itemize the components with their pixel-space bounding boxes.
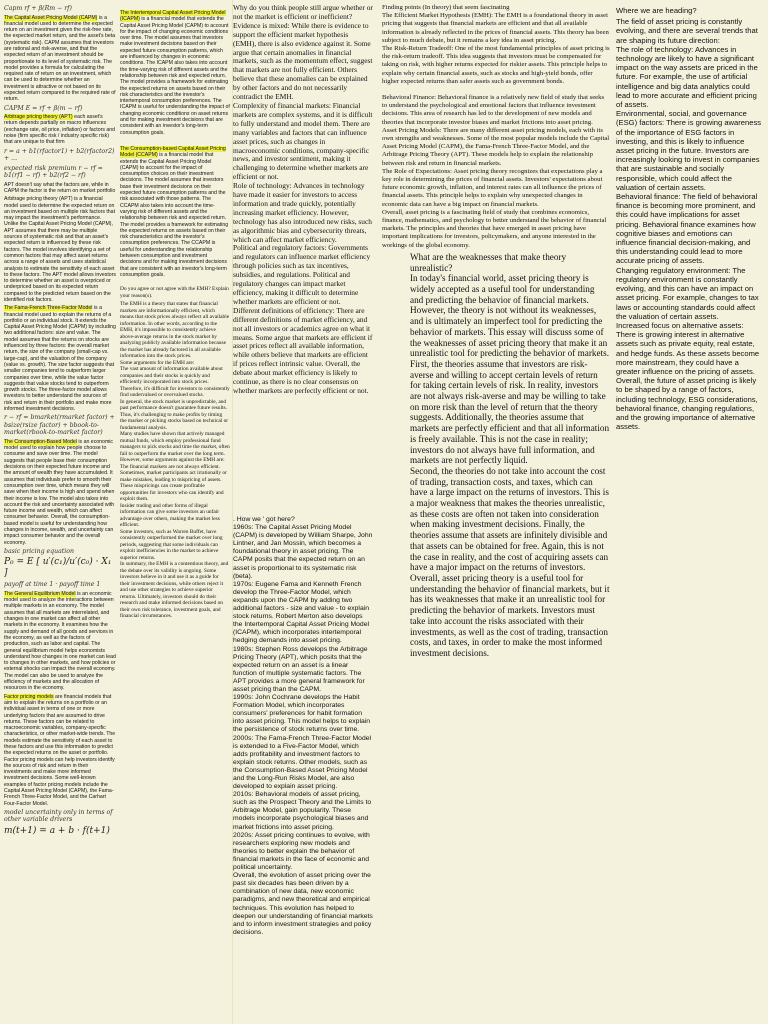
column-5 bbox=[616, 6, 764, 1018]
ccapm-title: The Consumption-based Capital Asset Pricing Model (CCAPM) bbox=[120, 145, 226, 159]
gem-paragraph bbox=[4, 591, 116, 692]
handwritten-note: Capm rf + β(Rm − rf) bbox=[4, 5, 72, 12]
weakness-section: What are the weaknesses that make theory unrealistic? In today's financial world, asset pricing theory is widely accepted as a useful tool for understanding and predicting the behavior of financial markets. However, the theory is not without its weaknesses, and is ultimately an imperfect tool for predicting the behavior of markets. This essay will discuss some of the weaknesses of asset pricing theory that make it an unrealistic tool for predicting the behavior of markets. First, the theories assume that investors are risk-averse and willing to accept certain levels of return for taking certain levels of risk. In reality, investors are not always risk-averse and may be willing to take on more risk than the level of return that the theory suggests. Additionally, the theories assume that markets are perfectly efficient and that all information is freely available. This is not the case in reality; investors do not always have full information, and markets are not perfectly liquid. Second, the theories do not take into account the cost of trading, transaction costs, and taxes, which can have a large impact on the returns of investors. This is a major weakness that makes the theories unrealistic, as these costs are often not taken into consideration when making investment decisions. Finally, the theories assume that assets are infinitely divisible and that assets can be obtained for free. Again, this is not the case in reality, and the cost of acquiring assets can have a major impact on the returns of investors. Overall, asset pricing theory is a useful tool for understanding the behavior of financial markets, but it has its weaknesses that make it an unrealistic tool for predicting the behavior of markets. Investors must take into account the risks associated with their investments, as well as the cost of trading, transaction costs, and taxes, in order to make the most informed investment decisions. bbox=[410, 251, 610, 658]
cbm-title: The Consumption-Based Model bbox=[4, 438, 77, 445]
future-heading: Where we are heading? bbox=[616, 6, 697, 15]
future-body: The field of asset pricing is constantly evolving, and there are several trends that are shaping its future direction: The role of technology: Advances in technology are likely to have a significant impact on the way assets are priced in the future. For example, the use of artificial intelligence and big data analytics could lead to more accurate and efficient pricing of assets. Environmental, social, and governance (ESG) factors: There is growing awareness of the importance of ESG factors in investing, and this is likely to influence asset pricing in the future. Investors are increasingly looking to invest in companies that are sustainable and socially responsible, which could affect the valuation of certain assets. Behavioral finance: The field of behavioral finance is becoming more prominent, and this could have implications for asset pricing. Behavioral finance examines how cognitive biases and emotions can influence financial decision-making, and this understanding could lead to more accurate pricing of assets. Changing regulatory environment: The regulatory environment is constantly evolving, and this can have an impact on asset pricing. For example, changes to tax laws or accounting standards could affect the valuation of certain assets. Increased focus on alternative assets: There is growing interest in alternative assets such as private equity, real estate, and hedge funds. As these assets become more mainstream, they could have a greater influence on the pricing of assets. Overall, the future of asset pricing is likely to be shaped by a range of factors, including technology, ESG considerations, behavioral finance, changing regulations, and the growing importance of alternative assets. bbox=[616, 17, 762, 432]
apt-paragraph bbox=[4, 114, 116, 145]
apt-title: Arbitrage pricing theory (APT) bbox=[4, 114, 73, 121]
handwritten-note: model uncertainty only in terms of other variable drivers bbox=[4, 808, 113, 824]
apt-detail: Arbitrage pricing theory (APT) is a financial model used to determine the expected return on an investment based on multiple risk factors that may impact the investment's performance. Unlike the Capital Asset Pricing Model (CAPM), APT assumes that there may be multiple sources of systematic risk and that an asset's expected return is influenced by these risk factors. The model involves identifying a set of common factors that may affect asset returns across a range of assets and uses statistical analysis to estimate the sensitivity of each asset to these factors. The APT model allows investors to determine whether an asset is overpriced or underpriced based on its expected return compared to the predicted return based on the identified risk factors. bbox=[4, 196, 116, 303]
capm-title: The Capital Asset Pricing Model (CAPM) bbox=[4, 14, 98, 21]
gem-body: is an economic model used to analyze the interactions between multiple markets in an economy. The model assumes that all markets are interrelated, and changes in one market can affect all other markets in the economy. It examines how the supply and demand of all goods and services in the economy, as well as the factors of production, such as labor and capital. The general equilibrium model helps economists understand how changes in one market can lead to changes in other markets, and how policies or external shocks can impact the overall economy. The model can also be used to analyze the efficiency of markets and the allocation of resources in the economy. bbox=[4, 590, 116, 692]
cbm-paragraph bbox=[4, 439, 116, 546]
emh-answer: The EMH is a theory that states that financial markets are informationally efficient, which means that stock prices always reflect all available information. In other words, according to the EMH, it's impossible to consistently achieve above-average returns in the stock market by analyzing publicly available information because the market has already factored in all available information into the stock prices. Some arguments for the EMH are: The vast amount of information available about companies and their stocks is quickly and efficiently incorporated into stock prices. Therefore, it's difficult for investors to consistently find undervalued or overvalued stocks. In general, the stock market is unpredictable, and past performance doesn't guarantee future results. Thus, it's challenging to make profits by timing the market or picking stocks based on technical or fundamental analysis. Many studies have shown that actively managed mutual funds, which employ professional fund managers to pick stocks and time the market, often fail to outperform the market over the long term. However, some arguments against the EMH are: The financial markets are not always efficient. Sometimes, market participants act irrationally or make mistakes, leading to mispricing of assets. These mispricings can create profitable opportunities for investors who can identify and exploit them. Insider trading and other forms of illegal information can give some investors an unfair advantage over others, making the market less efficient. Some investors, such as Warren Buffet, have consistently outperformed the market over long periods, suggesting that some individuals can exploit inefficiencies in the market to achieve superior returns. In summary, the EMH is a contentious theory, and the debate over its validity is ongoing. Some investors believe in it and use it as a guide for their investment decisions, while others reject it and use other strategies to achieve superior returns. Ultimately, investors should do their research and make informed decisions based on their own risk tolerance, investment goals, and financial circumstances. bbox=[120, 301, 230, 620]
ff-title: The Fama-French Three-Factor Model bbox=[4, 305, 93, 312]
iccapm-paragraph bbox=[120, 10, 230, 136]
handwritten-note: basic pricing equation bbox=[4, 547, 74, 555]
fpm-title: Factor pricing models bbox=[4, 693, 54, 700]
iccapm-title: The Intertemporal Capital Asset Pricing Model (ICAPM) bbox=[120, 10, 226, 23]
handwritten-note: r − rf = bmarket(rmarket factor) + bsize(rsize factor) + bbook-to-market(rbook-to-market factor) bbox=[4, 414, 115, 437]
apt-note: APT doesn't say what the factors are, while in CAPM the factor is the return on market portfolio bbox=[4, 181, 116, 194]
cbm-body: is an economic model used to explain how people choose to consume and save over time. The model suggests that people base their consumption decisions on their expected future income and the amount of wealth they have accumulated. It assumes that individuals prefer to smooth their consumption over time, which means they will save when their income is high and spend when their income is low. The model also takes into account the risk and uncertainty associated with future income and wealth, which can affect consumer behavior. Overall, the consumption-based model is useful for understanding how changes in income, wealth, and uncertainty can impact consumer behavior and the overall economy. bbox=[4, 438, 115, 546]
behavioral-section: Behavioral Finance: Behavioral finance is a relatively new field of study that seeks to understand the psychological and emotional factors that influence investment decisions. This area of research has led to the development of new models and theories that incorporate investor biases and market frictions into asset pricing. Asset Pricing Models: There are many different asset pricing models, each with its own strengths and weaknesses. Some of the most popular models include the Capital Asset Pricing Model (CAPM), the Fama-French Three-Factor Model, and the Arbitrage Pricing Theory (APT). These models help to explain the relationship between risk and return in financial markets. The Role of Expectations: Asset pricing theory recognizes that expectations play a key role in determining the prices of financial assets. Investors' expectations about future economic growth, inflation, and interest rates can all influence the prices of financial assets. This principle helps to explain why unexpected changes in economic data can have a big impact on financial markets. Overall, asset pricing is a fascinating field of study that combines economics, finance, mathematics, and psychology to better understand the behavior of financial markets. The principles and theories that have emerged in asset pricing have important implications for investors, policymakers, and anyone interested in the workings of the global economy. bbox=[382, 94, 610, 249]
ccapm-paragraph bbox=[120, 146, 230, 278]
column-3 bbox=[233, 4, 373, 1020]
gem-title: The General Equilibrium Model bbox=[4, 590, 76, 597]
column-4 bbox=[382, 4, 610, 1020]
capm-paragraph bbox=[4, 15, 116, 103]
column-1 bbox=[4, 4, 116, 1020]
column-2 bbox=[120, 10, 230, 1010]
findings-section: Finding points (In theory) that seem fascinating The Efficient Market Hypothesis (EMH): The EMH is a foundational theory in asset pricing that suggests that financial markets are efficient and that all available information is already reflected in the prices of financial assets. This theory has been subject to much debate, but it remains a key idea in asset pricing. The Risk-Return Tradeoff: One of the most fundamental principles of asset pricing is the risk-return tradeoff. This idea suggests that investors must be compensated for taking on risk, with higher returns expected for riskier assets. This principle helps to explain why certain financial assets, such as stocks and high-yield bonds, offer higher expected returns than safer assets such as government bonds. bbox=[382, 4, 610, 85]
apt-body: each asset's return depends partially on macro influences (exchange rate, oil price, inflation) or factors and noise (firm specific risk / industry specific risk) that are unique to that firm bbox=[4, 114, 116, 146]
handwritten-note: expected risk premium r − rf = b1(rf1 − rf) + b2(rf2 − rf) bbox=[4, 164, 103, 180]
ccapm-body: is a financial model that extends the Capital Asset Pricing Model (CAPM) to account for the impact of consumption choices on their investment decisions. The model assumes that investors base their investment decisions on their expected future consumption patterns and the risk associated with those patterns. The CCAPM also takes into account the time-varying risk of different assets and the relationship between risk and expected return. The model provides a framework for estimating the expected returns on assets based on their risk characteristics and the investor's consumption preferences. The CCAPM is useful for understanding the relationship between consumption and investment decisions and for making investment decisions that are consistent with an investor's long-term consumption goals. bbox=[120, 152, 229, 278]
efficiency-debate: Why do you think people still argue whether or not the market is efficient or inefficient? Evidence is mixed: While there is evidence to support the efficient market hypothesis (EMH), there is also evidence against it. Some argue that certain anomalies in financial markets, such as the momentum effect, suggest that markets are not fully efficient. Others believe that these anomalies can be explained by other factors and do not necessarily contradict the EMH. Complexity of financial markets: Financial markets are complex systems, and it is difficult to fully understand and model them. There are many variables and factors that can influence asset prices, such as changes in macroeconomic conditions, company-specific news, and investor sentiment, making it challenging to determine whether markets are efficient or not. Role of technology: Advances in technology have made it easier for investors to access information and trade quickly, potentially increasing market efficiency. However, technology has also introduced new risks, such as algorithmic bias and cybersecurity threats, which can affect market efficiency. Political and regulatory factors: Governments and regulators can influence market efficiency through policies such as tax incentives, subsidies, and regulations. Political and regulatory changes can impact market efficiency, making it difficult to determine whether markets are efficient or not. Different definitions of efficiency: There are different definitions of market efficiency, and not all investors or academics agree on what it means. Some argue that markets are efficient if asset prices reflect all available information, while others believe that markets are efficient if prices reflect intrinsic value. Overall, the debate about market efficiency is likely to continue, as there is no clear consensus on whether markets are perfectly efficient or not. bbox=[233, 4, 373, 395]
handwritten-note: CAPM E = rf + β(m − rf) bbox=[4, 104, 83, 112]
ff-paragraph bbox=[4, 305, 116, 412]
handwritten-note: r = a + b1(rfactor1) + b2(rfactor2) + ... bbox=[4, 147, 115, 163]
fpm-body: are financial models that aim to explain the returns on a portfolio or an individual asset in terms of one or more underlying factors that are assumed to drive returns. These factors can be related to macroeconomic variables, company-specific characteristics, or other market-wide trends. The models estimate the sensitivity of each asset to these factors and use this information to predict the expected returns on the asset or portfolio. Factor pricing models can help investors identify the sources of risk and return in their investments and make more informed investment decisions. Some well-known examples of factor pricing models include the Capital Asset Pricing Model (CAPM), the Fama-French Three-Factor Model, and the Carhart Four-Factor Model. bbox=[4, 693, 116, 807]
fpm-paragraph bbox=[4, 694, 116, 807]
factor-equation: m(t+1) = a + b · f(t+1) bbox=[4, 825, 110, 836]
iccapm-body: is a financial model that extends the Capital Asset Pricing Model (CAPM) to account for the impact of changing economic conditions over time. The model assumes that investors make investment decisions based on their expected future consumption patterns, which are influenced by changes in economic conditions. The ICAPM also takes into account the time-varying risk of different assets and the relationship between risk and expected return. The model provides a framework for estimating the expected returns on assets based on their risk characteristics and the investor's intertemporal consumption preferences. The ICAPM is useful for understanding the impact of changing economic conditions on asset returns and for making investment decisions that are consistent with an investor's long-term consumption goals. bbox=[120, 16, 230, 136]
handwritten-note: payoff at time 1 · payoff time 1 bbox=[4, 581, 101, 589]
pricing-equation: P₀ = E [ u′(c₁)/u′(c₀) · X₁ ] bbox=[4, 557, 112, 579]
capm-body: is a financial model used to determine the expected return on an investment given the risk-free rate, the expected market return, and the asset's beta (systematic risk). CAPM assumes that investors are rational and risk-averse, and that the expected return of an investment should be proportionate to its level of systematic risk. The model provides a formula for calculating the required rate of return on an investment, which can be used to determine whether an investment is attractive or not based on its expected return compared to the required rate of return. bbox=[4, 14, 116, 103]
history-section: . How we ' got here? 1960s: The Capital Asset Pricing Model (CAPM) is developed by William Sharpe, John Lintner, and Jan Mossin, which becomes a foundational theory in asset pricing. The CAPM posits that the expected return on an asset is proportional to its systematic risk (beta). 1970s: Eugene Fama and Kenneth French develop the Three-Factor Model, which expands upon the CAPM by adding two additional factors - size and value - to explain stock returns. Robert Merton also develops the Intertemporal Capital Asset Pricing Model (ICAPM), which incorporates intertemporal hedging demands into asset pricing. 1980s: Stephen Ross develops the Arbitrage Pricing Theory (APT), which posits that the expected return on an asset is a linear function of multiple systematic factors. The APT provides a more general framework for asset pricing than the CAPM. 1990s: John Cochrane develops the Habit Formation Model, which incorporates consumers' preferences for habit formation into asset pricing. This model helps to explain the persistence of stock returns over time. 2000s: The Fama-French Three-Factor Model is extended to a Five-Factor Model, which adds profitability and investment factors to explain stock returns. Other models, such as the Consumption-Based Asset Pricing Model and the Long-Run Risks Model, are also developed to explain asset pricing. 2010s: Behavioral models of asset pricing, such as the Prospect Theory and the Limits to Arbitrage Model, gain popularity. These models incorporate psychological biases and market frictions into asset pricing. 2020s: Asset pricing continues to evolve, with researchers exploring new models and theories to better explain the behavior of financial markets in the face of economic and political uncertainty. Overall, the evolution of asset pricing over the past six decades has been driven by a combination of new data, new economic paradigms, and new theoretical and empirical techniques. This evolution has helped to deepen our understanding of financial markets and to inform investment strategies and policy decisions. bbox=[233, 516, 373, 936]
emh-question: Do you agree or not agree with the EMH? Explain your reason(s). bbox=[120, 286, 229, 299]
ff-body: is a financial model used to explain the returns of a portfolio or an individual stock. It extends the Capital Asset Pricing Model (CAPM) by including two additional factors: size and value. The model assumes that the returns on stocks are influenced by three factors: the overall market return, the size of the company (small-cap vs. large-cap), and the valuation of the company (value vs. growth). The size factor suggests that smaller companies tend to outperform larger companies over time, while the value factor suggests that value stocks tend to outperform growth stocks. The three-factor model allows investors to better understand the sources of risk and return in their portfolio and make more informed investment decisions. bbox=[4, 305, 116, 413]
